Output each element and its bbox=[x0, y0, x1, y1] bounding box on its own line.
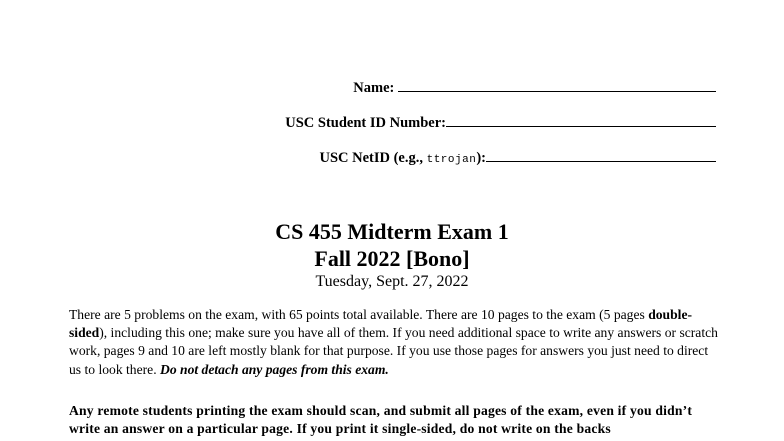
p1-text-a: There are 5 problems on the exam, with 65 points total available. There are 10 pages to the exam (5 pages bbox=[69, 307, 649, 322]
netid-field bbox=[319, 147, 716, 169]
p1-text-b: ), including this one; make sure you have all of them. If you need additional space to write any answers or scratch work, pages 9 and 10 are left mostly blank for that purpose. If you use those pages for answers you just need to direct us to look there. bbox=[69, 325, 718, 377]
netid-label-pre: USC NetID (e.g., bbox=[319, 150, 427, 166]
name-field bbox=[353, 77, 716, 97]
exam-term: Fall 2022 [Bono] bbox=[314, 246, 470, 271]
p1-bold-text: double-sided bbox=[69, 307, 693, 341]
p1-bold-italic-text: Do not detach any pages from this exam. bbox=[160, 361, 389, 377]
name-blank-line bbox=[398, 77, 716, 92]
name-label: Name: bbox=[353, 80, 395, 96]
instructions-paragraph-2: Any remote students printing the exam should scan, and submit all pages of the exam, even if you didn’t write an answer on a particular page. If you print it single-sided, do not write on the backs bbox=[69, 403, 693, 437]
exam-date: Tuesday, Sept. 27, 2022 bbox=[315, 273, 469, 290]
netid-label-post: ): bbox=[476, 150, 486, 166]
student-id-blank-line bbox=[446, 112, 716, 127]
instructions-paragraph-1 bbox=[69, 306, 719, 379]
netid-example: ttrojan bbox=[426, 154, 477, 166]
student-id-field bbox=[285, 112, 716, 132]
exam-title: CS 455 Midterm Exam 1 bbox=[275, 219, 509, 244]
netid-blank-line bbox=[486, 147, 716, 162]
student-id-label: USC Student ID Number: bbox=[285, 115, 446, 131]
